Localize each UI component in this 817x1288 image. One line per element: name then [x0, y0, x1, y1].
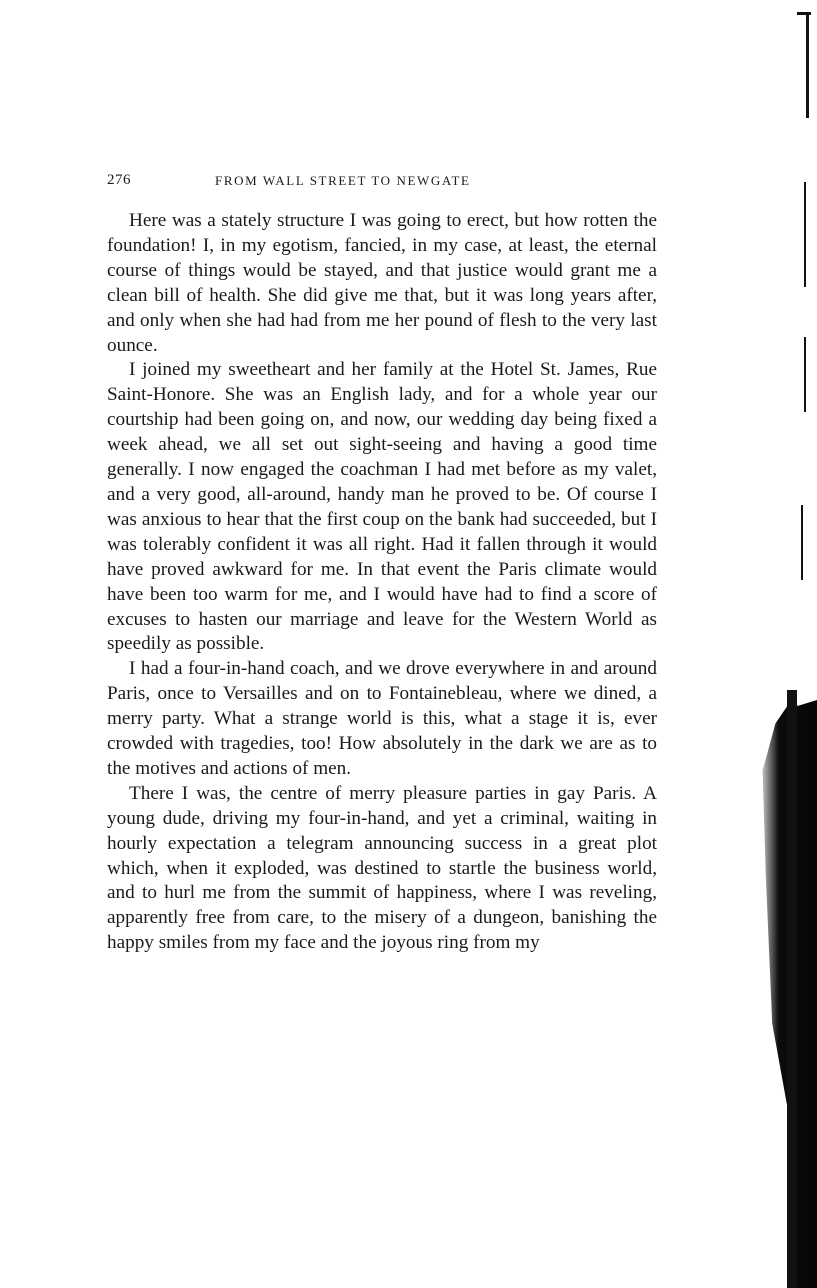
page-number: 276: [107, 172, 131, 188]
paragraph: There I was, the centre of merry pleasure parties in gay Paris. A young dude, driving my four-in-hand, and yet a criminal, waiting in hourly expectation a telegram announcing success in a great plot which, when it exploded, was destined to startle the business world, and to hurl me from the summit of happiness, where I was reveling, apparently free from care, to the misery of a dungeon, banishing the happy smiles from my face and the joyous ring from my: [107, 782, 657, 954]
scan-edge-mark: [804, 337, 806, 412]
scan-edge-mark: [801, 505, 803, 580]
scan-shadow: [753, 700, 817, 1288]
body-text: [107, 209, 657, 956]
scan-edge-mark: [806, 14, 809, 118]
page-header: [107, 172, 557, 194]
running-head: FROM WALL STREET TO NEWGATE: [215, 173, 471, 188]
paragraph: I had a four-in-hand coach, and we drove everywhere in and around Paris, once to Versailles and on to Fontainebleau, where we dined, a merry party. What a strange world is this, what a stage it is, ever crowded with tragedies, too! How absolutely in the dark we are as to the motives and actions of men.: [107, 658, 657, 779]
paragraph: Here was a stately structure I was going to erect, but how rotten the foundation! I, in my egotism, fancied, in my case, at least, the eternal course of things would be stayed, and that justice would grant me a clean bill of health. She did give me that, but it was long years after, and only when she had had from me her pound of flesh to the very last ounce.: [107, 210, 657, 356]
paragraph: I joined my sweetheart and her family at the Hotel St. James, Rue Saint-Honore. She was an English lady, and for a whole year our courtship had been going on, and now, our wedding day being fixed a week ahead, we all set out sight-seeing and having a good time generally. I now engaged the coachman I had met before as my valet, and a very good, all-around, handy man he proved to be. Of course I was anxious to hear that the first coup on the bank had succeeded, but I was tolerably confident it was all right. Had it fallen through it would have proved awkward for me. In that event the Paris climate would have been too warm for me, and I would have had to find a score of excuses to hasten our marriage and leave for the Western World as speedily as possible.: [107, 359, 657, 655]
scan-edge-mark: [787, 690, 797, 1288]
scan-edge-mark: [804, 182, 806, 287]
